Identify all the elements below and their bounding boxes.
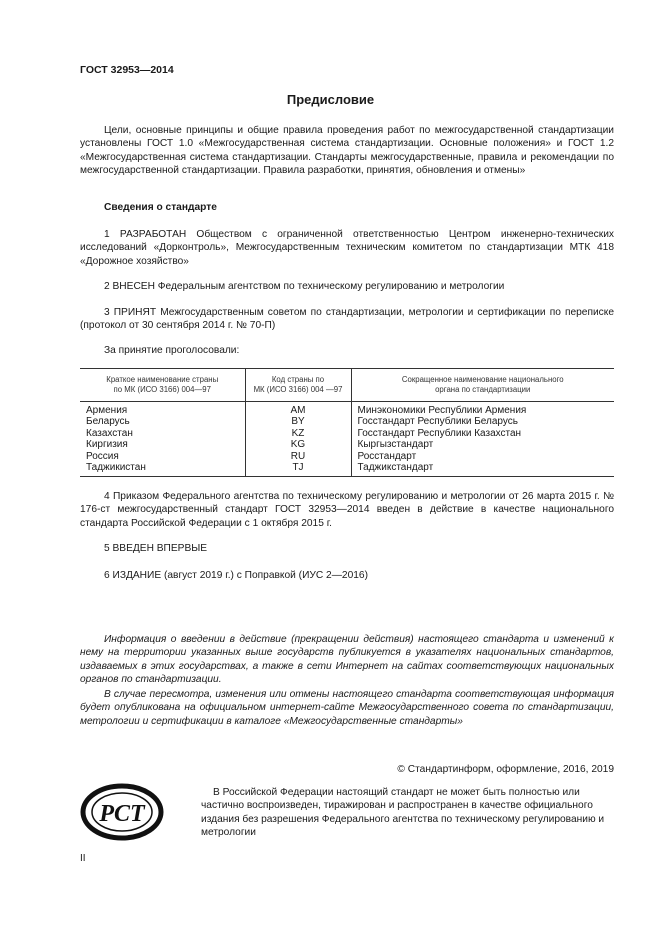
item-6: 6 ИЗДАНИЕ (август 2019 г.) с Поправкой (ИУС 2—2016): [104, 570, 368, 581]
copyright: © Стандартинформ, оформление, 2016, 2019: [397, 764, 614, 775]
table-row: [80, 439, 614, 450]
body-cell: Таджикстандарт: [351, 462, 614, 477]
table-row: [80, 451, 614, 462]
body-cell: Госстандарт Республики Беларусь: [351, 416, 614, 427]
item-2: 2 ВНЕСЕН Федеральным агентством по техническому регулированию и метрологии: [104, 281, 505, 292]
logo-lettering: РСТ: [99, 801, 145, 827]
info-paragraph-2: В случае пересмотра, изменения или отмены настоящего стандарта соответствующая информация будет опубликована на официальном интернет-сайте Межгосударственного совета по стандартизации, метрологии и сертификации в каталоге «Межгосударственные стандарты»: [80, 689, 614, 727]
reproduction-notice: В Российской Федерации настоящий стандарт не может быть полностью или частично воспроизведен, тиражирован и распространен в качестве официального издания без разрешения Федерального агентства по техническому регулированию и метрологии: [201, 787, 605, 839]
code-cell: TJ: [245, 462, 351, 477]
country-cell: Таджикистан: [80, 462, 245, 477]
body-cell: Росстандарт: [351, 451, 614, 462]
code-cell: RU: [245, 451, 351, 462]
body-cell: Минэкономики Республики Армения: [351, 402, 614, 417]
header-body: Сокращенное наименование национального органа по стандартизации: [351, 369, 614, 402]
item-3: 3 ПРИНЯТ Межгосударственным советом по стандартизации, метрологии и сертификации по переписке (протокол от 30 сентября 2014 г. № 70-П): [80, 307, 614, 332]
code-cell: KG: [245, 439, 351, 450]
intro-paragraph: Цели, основные принципы и общие правила проведения работ по межгосударственной стандартизации установлены ГОСТ 1.0 «Межгосударственная система стандартизации. Основные положения» и ГОСТ 1.2 «Межгосударственная система стандартизации. Стандарты межгосударственные, правила и рекомендации по межгосударственной стандартизации. Правила разработки, принятия, обновления и отмены»: [80, 125, 614, 177]
page-number: II: [80, 853, 86, 864]
country-cell: Россия: [86, 450, 119, 462]
country-cell: Киргизия: [86, 439, 128, 451]
body-cell: Кыргызстандарт: [351, 439, 614, 450]
voting-table: [80, 368, 614, 477]
table-row: [80, 416, 614, 427]
country-cell: Армения: [86, 405, 128, 416]
table-row: [80, 428, 614, 439]
table-row: [80, 462, 614, 477]
rst-logo-icon: [80, 783, 164, 846]
item-1: 1 РАЗРАБОТАН Обществом с ограниченной ответственностью Центром инженерно-технических исследований «Дорконтроль», Межгосударственным техническим комитетом по стандартизации МТК 418 «Дорожное хозяйство»: [80, 229, 614, 267]
code-cell: KZ: [245, 428, 351, 439]
vote-label: За принятие проголосовали:: [104, 345, 240, 356]
header-country: Краткое наименование страны по МК (ИСО 3166) 004—97: [80, 369, 245, 402]
body-cell: Госстандарт Республики Казахстан: [351, 428, 614, 439]
code-cell: AM: [245, 402, 351, 417]
code-cell: BY: [245, 416, 351, 427]
country-cell: Беларусь: [86, 416, 130, 428]
info-heading: Сведения о стандарте: [104, 202, 217, 213]
info-paragraph-1: Информация о введении в действие (прекращении действия) настоящего стандарта и изменений к нему на территории указанных выше государств публикуется в указателях национальных стандартов, издаваемых в этих государствах, а также в сети Интернет на сайтах соответствующих национальных органов по стандартизации.: [80, 634, 614, 686]
country-cell: Казахстан: [86, 427, 133, 439]
item-4: 4 Приказом Федерального агентства по техническому регулированию и метрологии от 26 марта 2015 г. № 176-ст межгосударственный стандарт ГОСТ 32953—2014 введен в действие в качестве национального стандарта Российской Федерации с 1 октября 2015 г.: [80, 491, 614, 529]
page-title: Предисловие: [286, 92, 375, 107]
table-header-row: [80, 369, 614, 402]
table-row: [80, 402, 614, 417]
item-5: 5 ВВЕДЕН ВПЕРВЫЕ: [104, 543, 208, 554]
header-code: Код страны по МК (ИСО 3166) 004 —97: [245, 369, 351, 402]
document-code: ГОСТ 32953—2014: [80, 64, 174, 76]
